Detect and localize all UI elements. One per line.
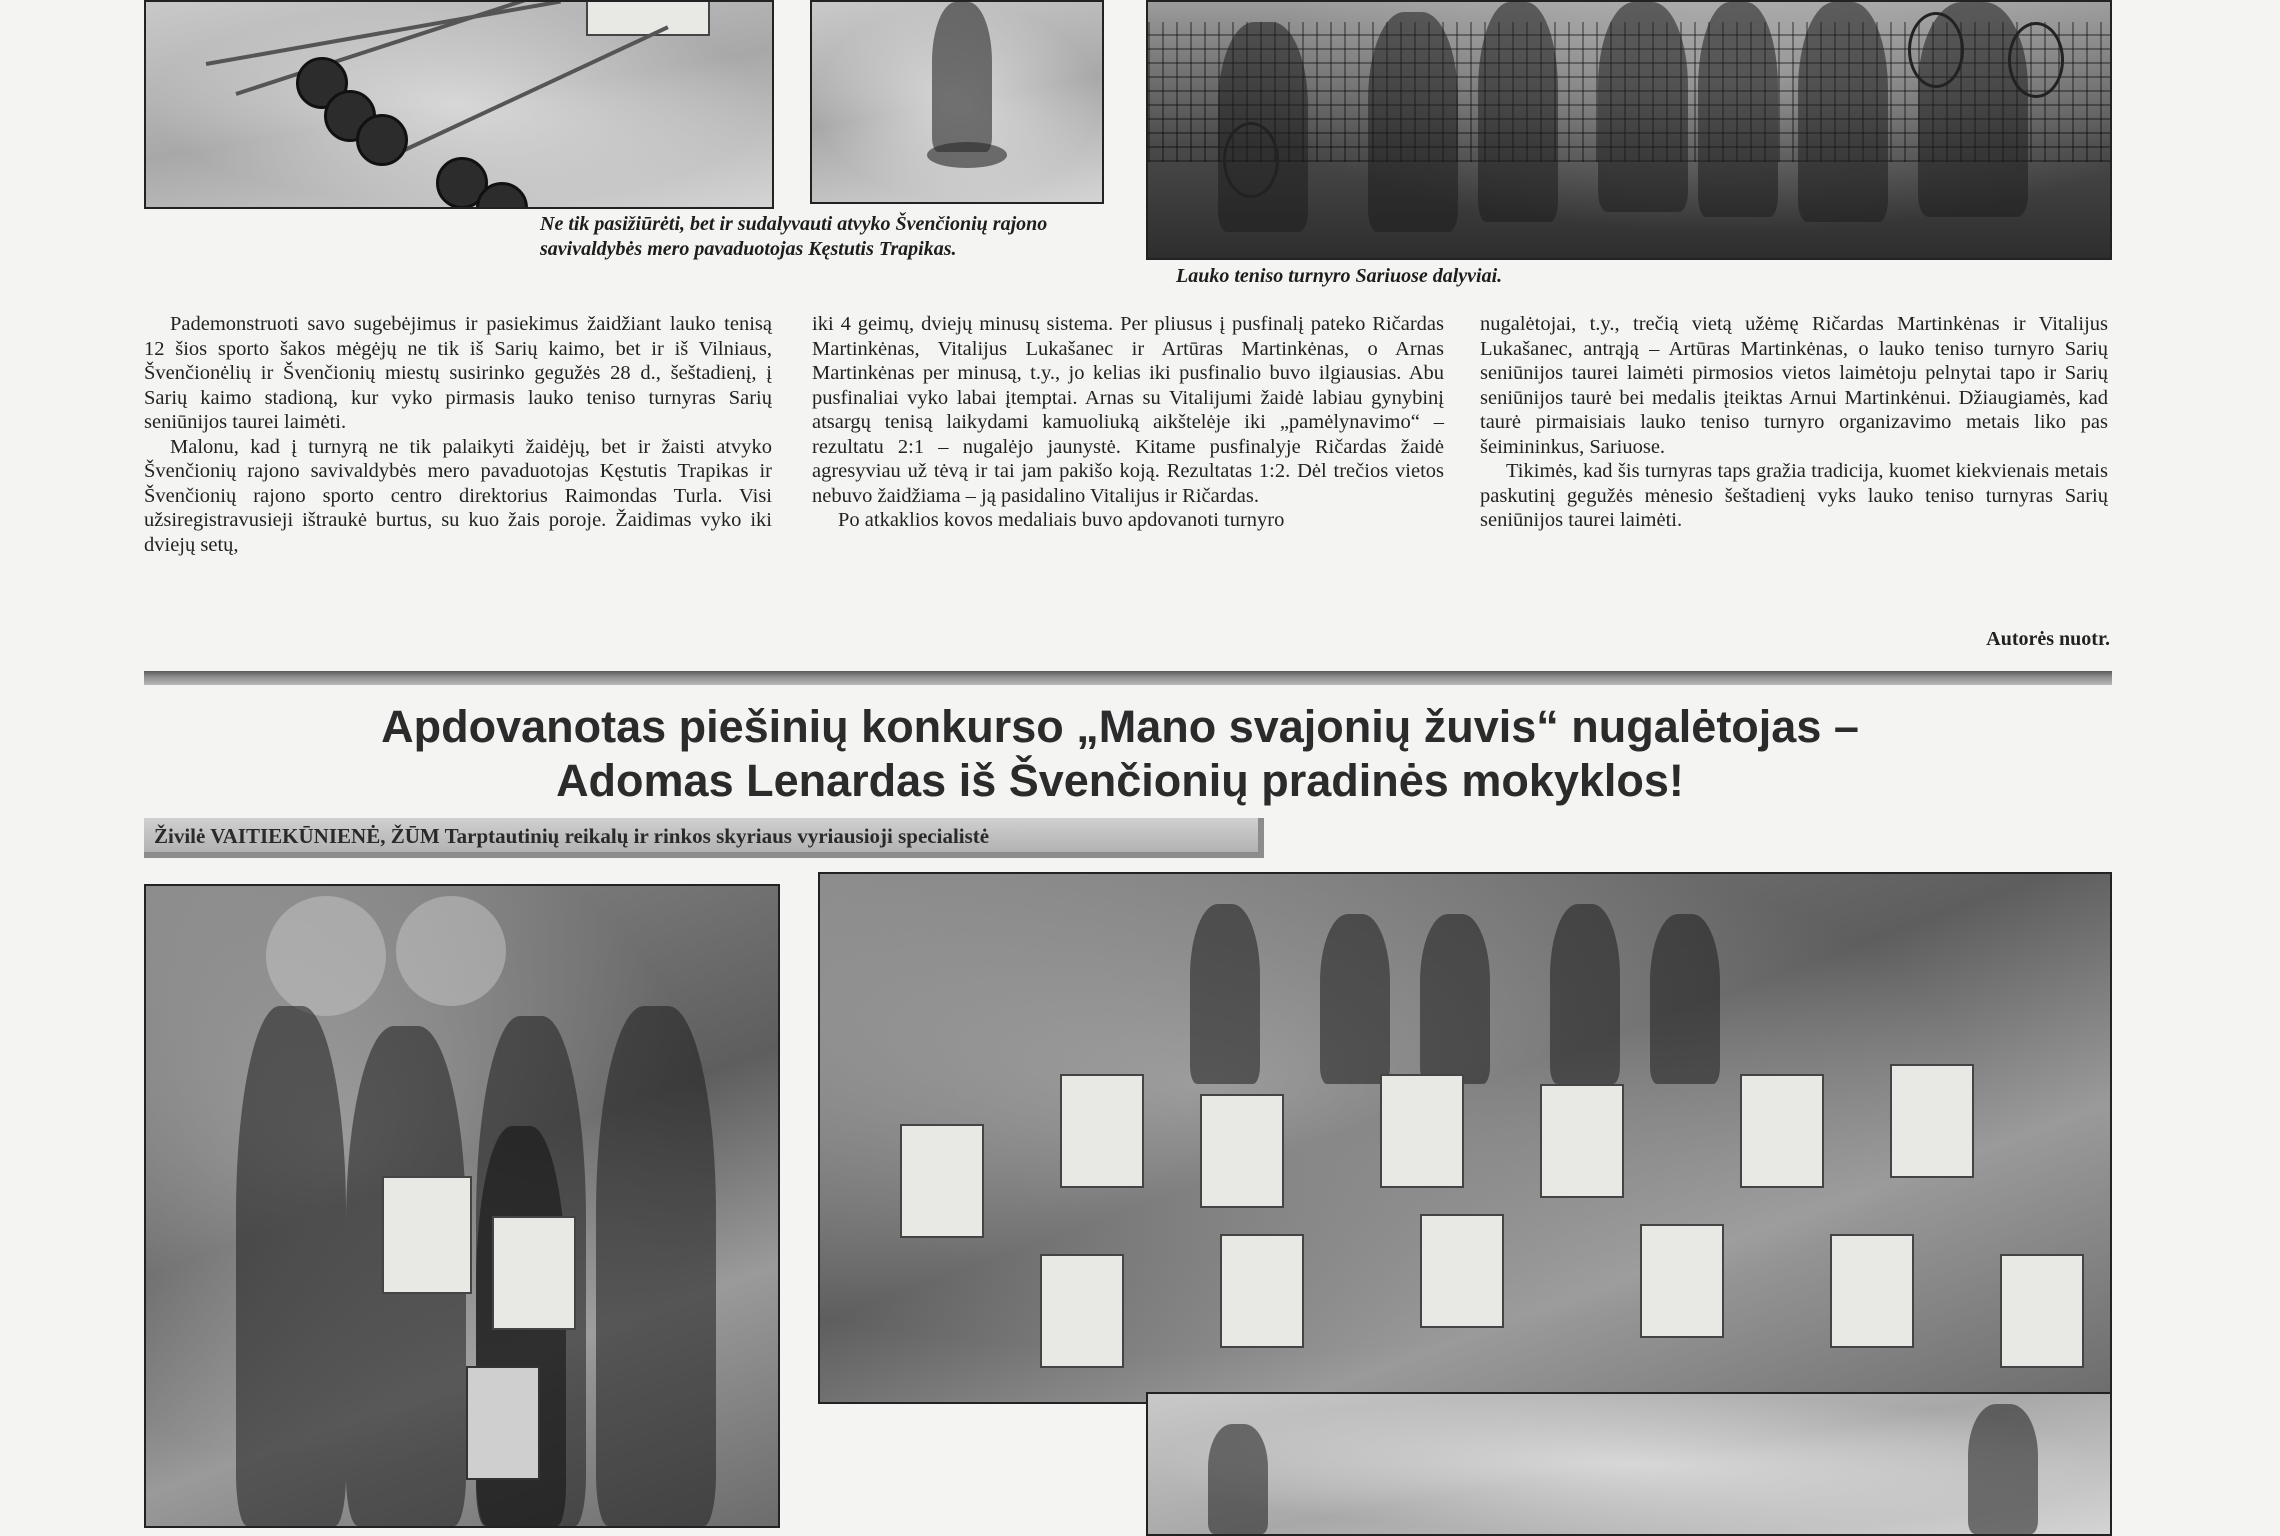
certificate: [900, 1124, 984, 1238]
paragraph: Malonu, kad į turnyrą ne tik palaikyti žaidėjų, bet ir žaisti atvyko Švenčionių rajono savivaldybės mero pavaduotojas Kęstutis Trapikas ir Švenčionių rajono sporto centro direktorius Raimondas Turla. Visi užsiregistravusieji ištraukė burtus, su kuo žais poroje. Žaidimas vyko iki dviejų setų,: [144, 435, 772, 556]
adult-figure: [1550, 904, 1620, 1084]
certificate: [382, 1176, 472, 1294]
section-divider: [144, 671, 2112, 685]
children-group-photo: [818, 872, 2112, 1404]
certificate: [492, 1216, 576, 1330]
medal-box: [586, 0, 710, 36]
certificate: [2000, 1254, 2084, 1368]
participant: [1368, 12, 1458, 232]
medals-photo: [144, 0, 774, 209]
adult-figure: [1190, 904, 1260, 1084]
certificate: [1060, 1074, 1144, 1188]
photo-credit: Autorės nuotr.: [1986, 628, 2110, 650]
participant: [1478, 2, 1558, 222]
article-headline: [180, 700, 2060, 808]
child-figure: [1208, 1424, 1268, 1534]
certificate: [1740, 1074, 1824, 1188]
adult-figure: [1320, 914, 1390, 1084]
participant: [1798, 2, 1888, 222]
certificate: [1200, 1094, 1284, 1208]
article-column-2: [812, 312, 1444, 533]
certificate: [1380, 1074, 1464, 1188]
certificate: [1830, 1234, 1914, 1348]
tennis-player-photo: [810, 0, 1104, 204]
racket: [2008, 22, 2064, 98]
ribbon: [206, 0, 561, 66]
wall-ornament: [396, 896, 506, 1006]
participant: [1598, 2, 1688, 212]
ribbon: [395, 25, 669, 155]
tennis-participants-photo: [1146, 0, 2112, 260]
player-figure: [932, 2, 992, 152]
woman-figure: [236, 1006, 346, 1526]
headline-line-2: Adomas Lenardas iš Švenčionių pradinės mokyklos!: [556, 755, 1684, 806]
article-column-3: [1480, 312, 2108, 533]
racket: [1223, 122, 1279, 198]
adult-figure: [1650, 914, 1720, 1084]
wall-ornament: [266, 896, 386, 1016]
headline-line-1: Apdovanotas piešinių konkurso „Mano svajonių žuvis“ nugalėtojas –: [381, 701, 1859, 752]
woman-figure: [596, 1006, 716, 1526]
certificate: [1420, 1214, 1504, 1328]
participant: [1698, 2, 1778, 217]
photo-caption-left: Ne tik pasižiūrėti, bet ir sudalyvauti atvyko Švenčionių rajono savivaldybės mero pavaduotojas Kęstutis Trapikas.: [540, 213, 1048, 260]
gift-bag: [466, 1366, 540, 1480]
small-inset-photo: [1146, 1392, 2112, 1536]
paragraph: Tikimės, kad šis turnyras taps gražia tradicija, kuomet kiekvienais metais paskutinį gegužės mėnesio šeštadienį vyks lauko teniso turnyras Sarių seniūnijos taurei laimėti.: [1480, 460, 2108, 531]
certificate: [1540, 1084, 1624, 1198]
racket: [1908, 12, 1964, 88]
author-byline: Živilė VAITIEKŪNIENĖ, ŽŪM Tarptautinių reikalų ir rinkos skyriaus vyriausioji specialistė: [144, 818, 1264, 858]
award-ceremony-photo: [144, 884, 780, 1528]
paragraph: nugalėtojai, t.y., trečią vietą užėmę Ričardas Martinkėnas ir Vitalijus Lukašanec, antrąją – Artūras Martinkėnas, o lauko teniso turnyro Sarių seniūnijos taurei laimėti pirmosios vietos laimėtoju pelnytai tapo ir Sarių seniūnijos taurė bei medalis įteiktas Arnui Martinkėnui. Džiaugiamės, kad taurė pirmaisiais lauko teniso turnyro organizavimo metais liko pas šeimininkus, Sariuose.: [1480, 313, 2108, 458]
article-column-1: [144, 312, 772, 557]
certificate: [1040, 1254, 1124, 1368]
certificate: [1220, 1234, 1304, 1348]
medal: [356, 114, 408, 166]
paragraph: Pademonstruoti savo sugebėjimus ir pasiekimus žaidžiant lauko tenisą 12 šios sporto šakos mėgėjų ne tik iš Sarių kaimo, bet ir iš Vilniaus, Švenčionėlių ir Švenčionių miestų susirinko gegužės 28 d., šeštadienį, į Sarių kaimo stadioną, kur vyko pirmasis lauko teniso turnyras Sarių seniūnijos taurei laimėti.: [144, 313, 772, 433]
certificate: [1890, 1064, 1974, 1178]
paragraph: iki 4 geimų, dviejų minusų sistema. Per pliusus į pusfinalį pateko Ričardas Martinkėnas, Vitalijus Lukašanec ir Artūras Martinkėnas, o Arnas Martinkėnas per minusą, t.y., jo kelias iki pusfinalio buvo ilgiausias. Abu pusfinaliai vyko labai įtemptai. Arnas su Vitalijumi žaidė labiau gynybinį atsargų tenisą laikydami kamuoliuką aikštelėje iki „pamėlynavimo“ – rezultatu 2:1 – nugalėjo jaunystė. Kitame pusfinalyje Ričardas žaidė agresyviau už tėvą ir tai jam pakišo koją. Rezultatas 1:2. Dėl trečios vietos nebuvo žaidžiama – ją pasidalino Vitalijus ir Ričardas.: [812, 313, 1444, 507]
paragraph: Po atkaklios kovos medaliais buvo apdovanoti turnyro: [838, 509, 1285, 531]
adult-figure: [1968, 1404, 2038, 1534]
adult-figure: [1420, 914, 1490, 1084]
photo-caption-right: Lauko teniso turnyro Sariuose dalyviai.: [1176, 265, 1503, 287]
player-shoes: [927, 142, 1007, 168]
certificate: [1640, 1224, 1724, 1338]
